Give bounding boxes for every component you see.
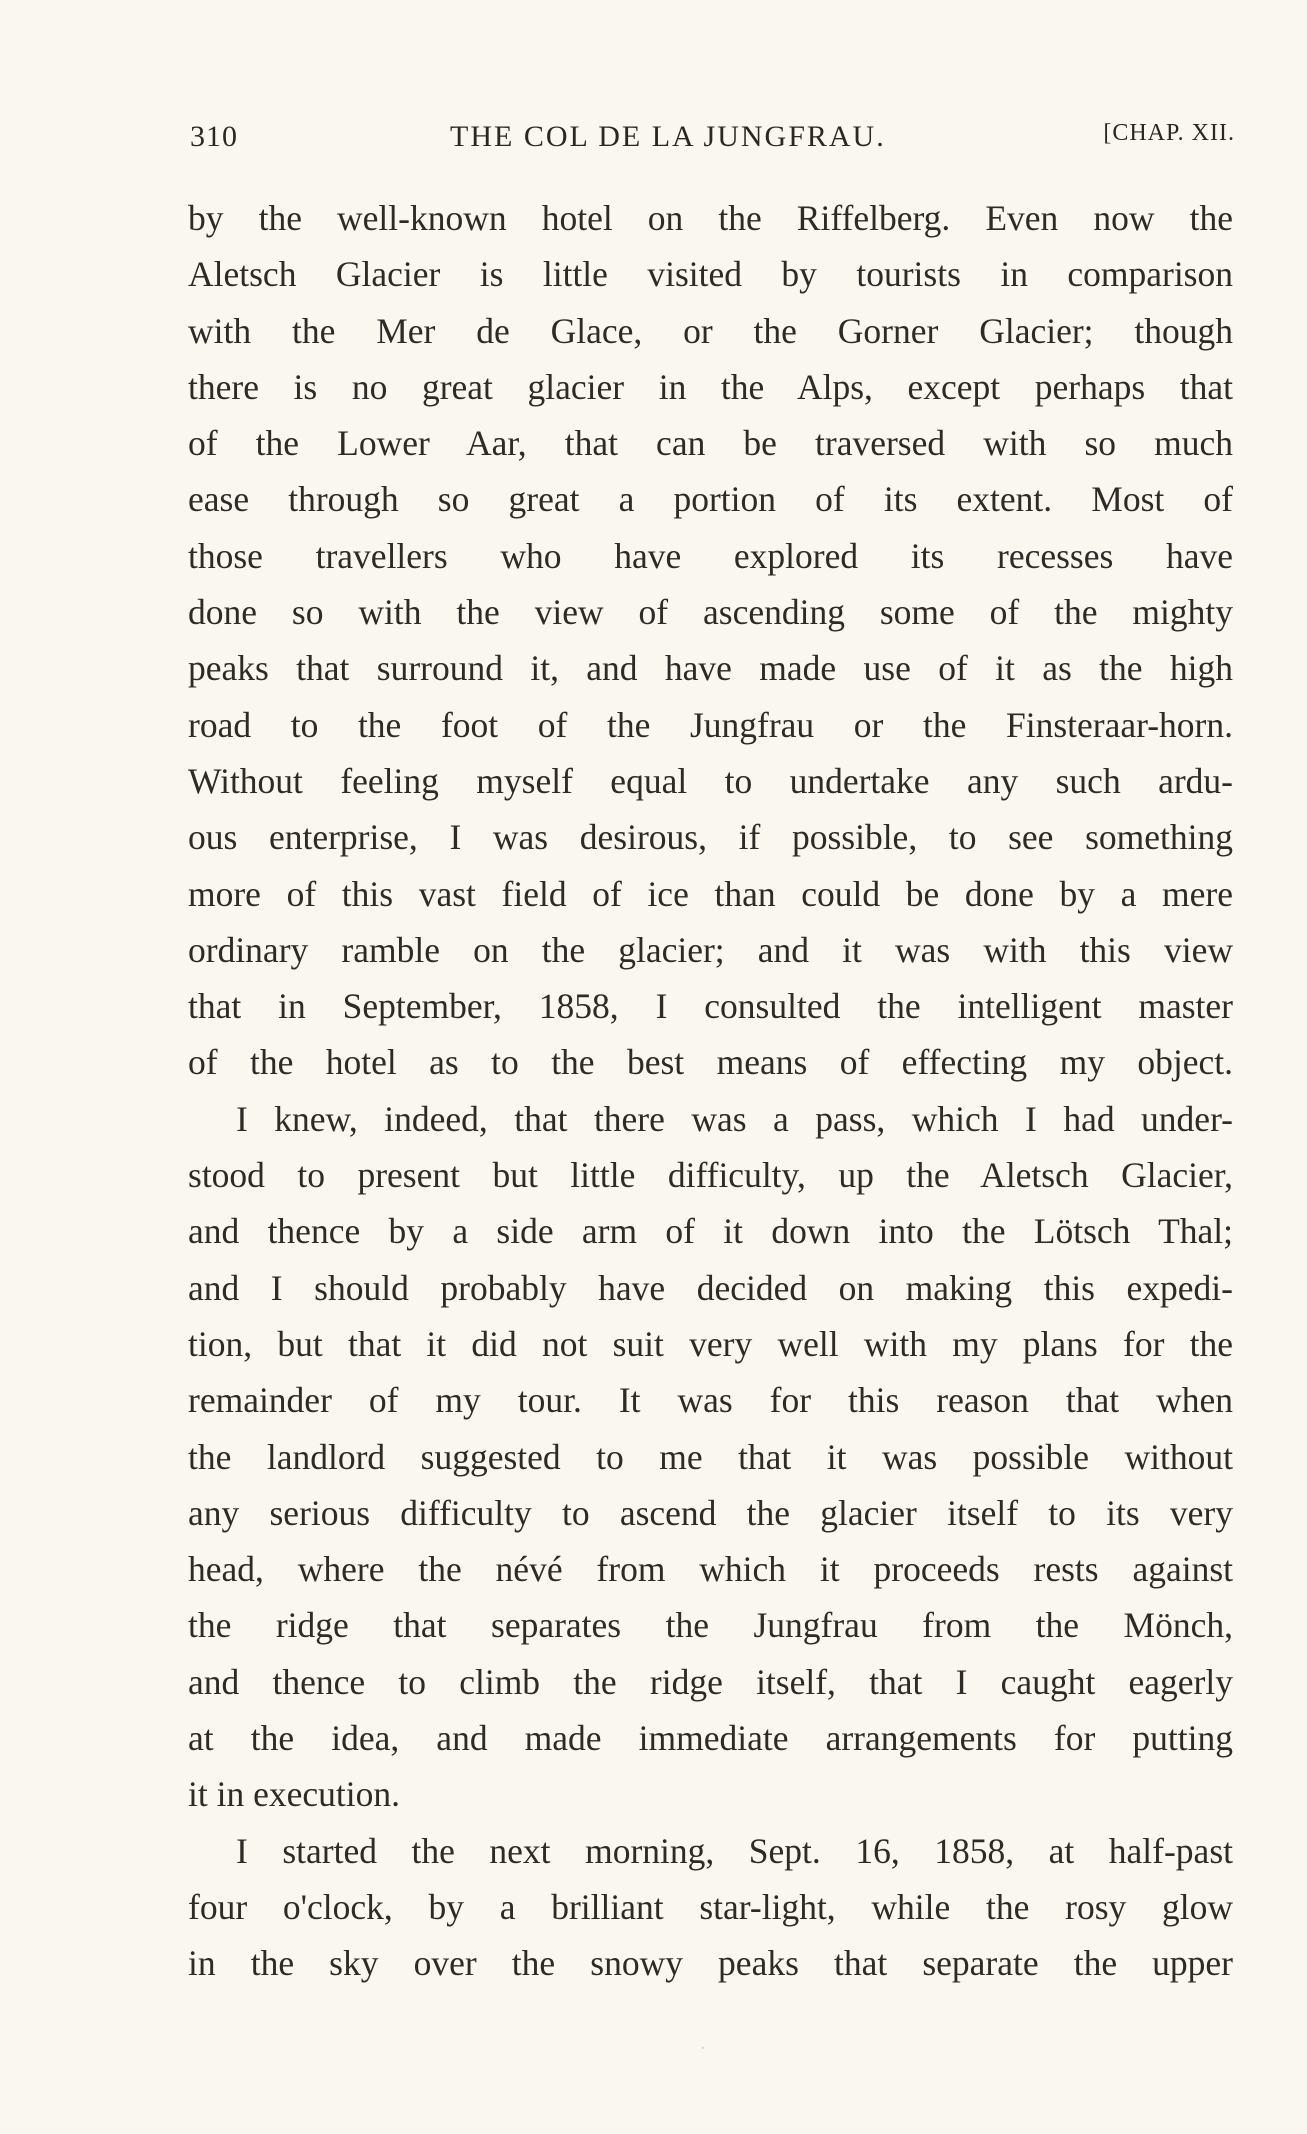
text-line: head, where the névé from which it proceeds rests against [188, 1549, 1233, 1590]
text-line: and thence by a side arm of it down into the Lötsch Thal; [188, 1211, 1233, 1252]
page-header [190, 120, 1235, 160]
text-line: by the well-known hotel on the Riffelberg. Even now the [188, 198, 1233, 238]
text-line: in the sky over the snowy peaks that separate the upper [188, 1943, 1233, 1984]
text-line: stood to present but little difficulty, up the Aletsch Glacier, [188, 1155, 1233, 1196]
text-line: it in execution. [188, 1774, 400, 1815]
text-line: I knew, indeed, that there was a pass, which I had under- [236, 1098, 1233, 1139]
body-text [188, 190, 1233, 1992]
text-line: of the hotel as to the best means of effecting my object. [188, 1042, 1233, 1083]
text-line: with the Mer de Glace, or the Gorner Glacier; though [188, 310, 1233, 351]
chapter-label: [CHAP. XII. [1103, 120, 1235, 146]
text-line: there is no great glacier in the Alps, except perhaps that [188, 366, 1233, 407]
text-line: at the idea, and made immediate arrangements for putting [188, 1718, 1233, 1759]
text-line: of the Lower Aar, that can be traversed with so much [188, 423, 1233, 464]
text-line: and thence to climb the ridge itself, that I caught eagerly [188, 1661, 1233, 1702]
text-line: those travellers who have explored its recesses have [188, 535, 1233, 576]
text-line: done so with the view of ascending some of the mighty [188, 592, 1233, 633]
text-line: ordinary ramble on the glacier; and it was with this view [188, 929, 1233, 970]
text-line: more of this vast field of ice than could be done by a mere [188, 873, 1233, 914]
text-line: road to the foot of the Jungfrau or the Finsteraar-horn. [188, 704, 1233, 745]
running-title: THE COL DE LA JUNGFRAU. [450, 120, 886, 153]
paper-blemish: · [700, 2038, 706, 2059]
text-line: that in September, 1858, I consulted the intelligent master [188, 986, 1233, 1027]
text-line: four o'clock, by a brilliant star-light, while the rosy glow [188, 1886, 1233, 1927]
page-number: 310 [190, 120, 238, 153]
text-line: the landlord suggested to me that it was possible without [188, 1436, 1233, 1477]
text-line: peaks that surround it, and have made use of it as the high [188, 648, 1233, 689]
text-line: ous enterprise, I was desirous, if possible, to see something [188, 817, 1233, 858]
text-line: the ridge that separates the Jungfrau from the Mönch, [188, 1605, 1233, 1646]
text-line: and I should probably have decided on making this expedi- [188, 1267, 1233, 1308]
text-line: Without feeling myself equal to undertake any such ardu- [188, 760, 1233, 801]
text-line: I started the next morning, Sept. 16, 1858, at half-past [236, 1830, 1233, 1871]
text-line: tion, but that it did not suit very well with my plans for the [188, 1323, 1233, 1364]
text-line: Aletsch Glacier is little visited by tourists in comparison [188, 254, 1233, 295]
text-line: remainder of my tour. It was for this reason that when [188, 1380, 1233, 1421]
text-line: any serious difficulty to ascend the glacier itself to its very [188, 1492, 1233, 1533]
text-line: ease through so great a portion of its extent. Most of [188, 479, 1233, 520]
